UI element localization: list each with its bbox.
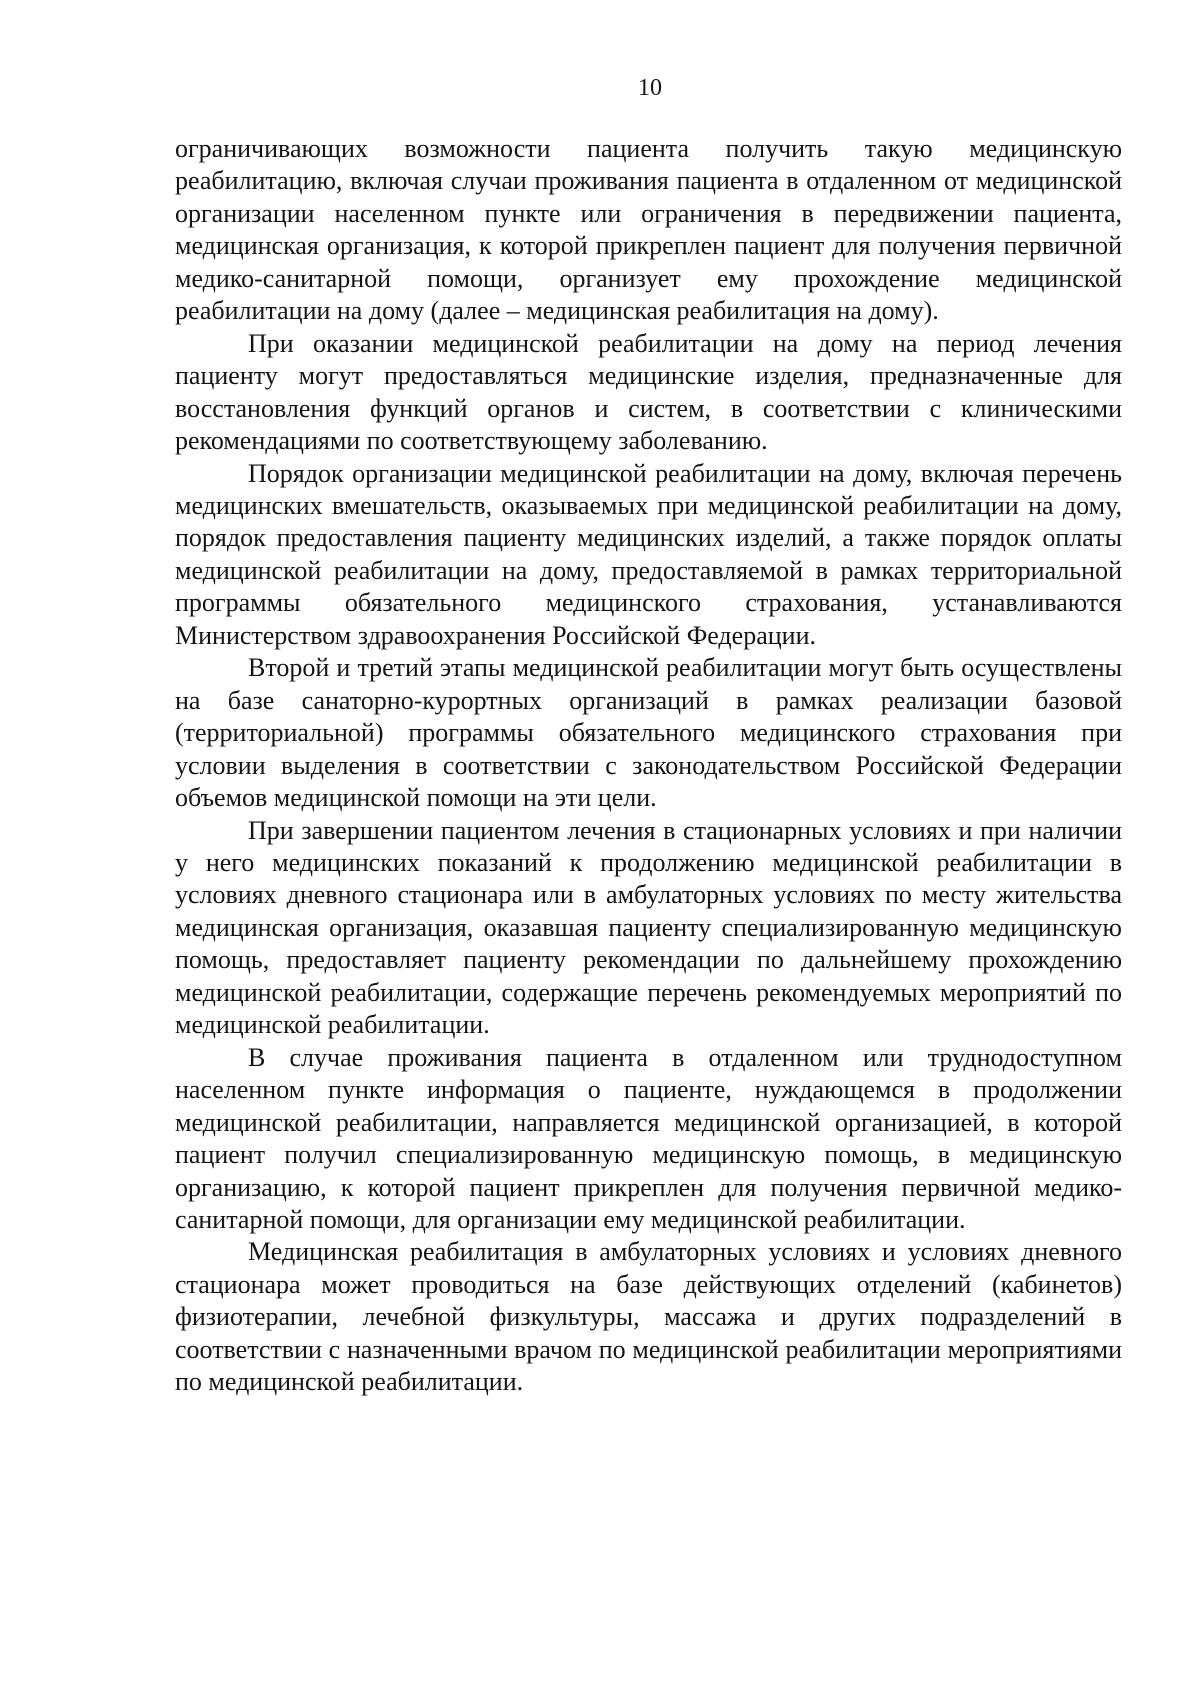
paragraph-continuation: ограничивающих возможности пациента получить такую медицинскую реабилитацию, включая случаи проживания пациента в отдаленном от медицинской организации населенном пункте или ограничения в передвижении пациента, медицинская организация, к которой прикреплен пациент для получения первичной медико-санитарной помощи, организует ему прохождение медицинской реабилитации на дому (далее – медицинская реабилитация на дому). xyxy=(175,134,1122,326)
paragraph-discharge-recommendations: При завершении пациентом лечения в стационарных условиях и при наличии у него медицинских показаний к продолжению медицинской реабилитации в условиях дневного стационара или в амбулаторных условиях по месту жительства медицинская организация, оказавшая пациенту специализированную медицинскую помощь, предоставляет пациенту рекомендации по дальнейшему прохождению медицинской реабилитации, содержащие перечень рекомендуемых мероприятий по медицинской реабилитации. xyxy=(175,815,1122,1040)
paragraph-home-rehabilitation-procedure: Порядок организации медицинской реабилитации на дому, включая перечень медицинских вмешательств, оказываемых при медицинской реабилитации на дому, порядок предоставления пациенту медицинских изделий, а также порядок оплаты медицинской реабилитации на дому, предоставляемой в рамках территориальной программы обязательного медицинского страхования, устанавливаются Министерством здравоохранения Российской Федерации. xyxy=(175,458,1122,650)
paragraph-medical-devices: При оказании медицинской реабилитации на дому на период лечения пациенту могут предоставляться медицинские изделия, предназначенные для восстановления функций органов и систем, в соответствии с клиническими рекомендациями по соответствующему заболеванию. xyxy=(175,328,1122,456)
paragraph-outpatient-rehabilitation: Медицинская реабилитация в амбулаторных условиях и условиях дневного стационара может проводиться на базе действующих отделений (кабинетов) физиотерапии, лечебной физкультуры, массажа и других подразделений в соответствии с назначенными врачом по медицинской реабилитации мероприятиями по медицинской реабилитации. xyxy=(175,1237,1122,1397)
paragraph-sanatorium-stages: Второй и третий этапы медицинской реабилитации могут быть осуществлены на базе санаторно-курортных организаций в рамках реализации базовой (территориальной) программы обязательного медицинского страхования при условии выделения в соответствии с законодательством Российской Федерации объемов медицинской помощи на эти цели. xyxy=(175,653,1122,813)
document-body xyxy=(175,133,1122,1399)
page-number: 10 xyxy=(638,75,662,101)
paragraph-remote-residence: В случае проживания пациента в отдаленном или труднодоступном населенном пункте информация о пациенте, нуждающемся в продолжении медицинской реабилитации, направляется медицинской организацией, в которой пациент получил специализированную медицинскую помощь, в медицинскую организацию, к которой пациент прикреплен для получения первичной медико-санитарной помощи, для организации ему медицинской реабилитации. xyxy=(175,1042,1122,1234)
